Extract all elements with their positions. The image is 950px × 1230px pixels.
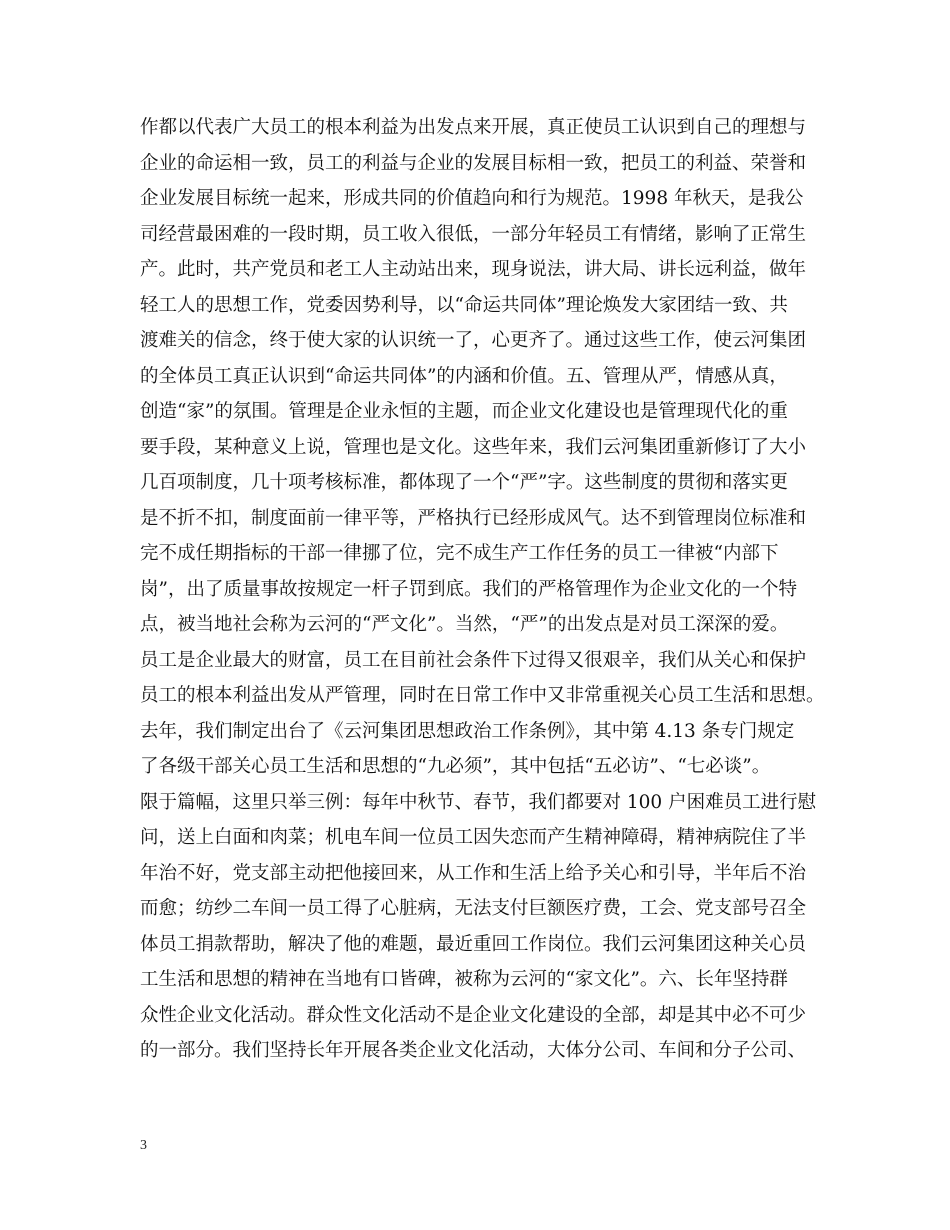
page-number: 3 bbox=[140, 1138, 147, 1153]
body-text bbox=[140, 110, 825, 1069]
text-line: 体员工捐款帮助，解决了他的难题，最近重回工作岗位。我们云河集团这种关心员 bbox=[140, 933, 807, 955]
text-line: 年治不好，党支部主动把他接回来，从工作和生活上给予关心和引导，半年后不治 bbox=[140, 862, 807, 884]
text-line: 是不折不扣，制度面前一律平等，严格执行已经形成风气。达不到管理岗位标准和 bbox=[140, 507, 807, 529]
text-line: 的一部分。我们坚持长年开展各类企业文化活动，大体分公司、车间和分子公司、 bbox=[140, 1040, 807, 1061]
text-line: 的全体员工真正认识到“命运共同体”的内涵和价值。五、管理从严，情感从真， bbox=[140, 365, 788, 387]
text-line: 岗”，出了质量事故按规定一杆子罚到底。我们的严格管理作为企业文化的一个特 bbox=[140, 578, 797, 600]
text-line: 司经营最困难的一段时期，员工收入很低，一部分年轻员工有情绪，影响了正常生 bbox=[140, 223, 807, 245]
text-line: 完不成任期指标的干部一律挪了位，完不成生产工作任务的员工一律被“内部下 bbox=[140, 543, 779, 564]
text-line: 了各级干部关心员工生活和思想的“九必须”，其中包括“五必访”、“七必谈”。 bbox=[140, 756, 771, 777]
text-line: 企业发展目标统一起来，形成共同的价值趋向和行为规范。1998 年秋天，是我公 bbox=[140, 188, 804, 209]
text-line: 创造“家”的氛围。管理是企业永恒的主题，而企业文化建设也是管理现代化的重 bbox=[140, 401, 788, 422]
text-line: 渡难关的信念，终于使大家的认识统一了，心更齐了。通过这些工作，使云河集团 bbox=[140, 330, 807, 351]
text-line: 要手段，某种意义上说，管理也是文化。这些年来，我们云河集团重新修订了大小 bbox=[140, 436, 807, 458]
text-line: 去年，我们制定出台了《云河集团思想政治工作条例》，其中第 4.13 条专门规定 bbox=[140, 720, 795, 742]
text-line: 而愈；纺纱二车间一员工得了心脏病，无法支付巨额医疗费，工会、党支部号召全 bbox=[140, 898, 807, 919]
text-line: 企业的命运相一致，员工的利益与企业的发展目标相一致，把员工的利益、荣誉和 bbox=[140, 152, 807, 174]
text-line: 作都以代表广大员工的根本利益为出发点来开展，真正使员工认识到自己的理想与 bbox=[140, 117, 807, 138]
text-line: 几百项制度，几十项考核标准，都体现了一个“严”字。这些制度的贯彻和落实更 bbox=[140, 472, 788, 493]
text-line: 员工的根本利益出发从严管理，同时在日常工作中又非常重视关心员工生活和思想。 bbox=[140, 685, 825, 706]
text-line: 限于篇幅，这里只举三例：每年中秋节、春节，我们都要对 100 户困难员工进行慰 bbox=[140, 791, 817, 813]
text-line: 问，送上白面和肉菜；机电车间一位员工因失恋而产生精神障碍，精神病院住了半 bbox=[140, 827, 807, 848]
text-line: 员工是企业最大的财富，员工在目前社会条件下过得又很艰辛，我们从关心和保护 bbox=[140, 649, 807, 671]
text-line: 点，被当地社会称为云河的“严文化”。当然，“严”的出发点是对员工深深的爱。 bbox=[140, 614, 789, 635]
text-line: 产。此时，共产党员和老工人主动站出来，现身说法，讲大局、讲长远利益，做年 bbox=[140, 259, 807, 280]
text-line: 众性企业文化活动。群众性文化活动不是企业文化建设的全部，却是其中必不可少 bbox=[140, 1004, 807, 1026]
text-line: 轻工人的思想工作，党委因势利导，以“命运共同体”理论焕发大家团结一致、共 bbox=[140, 294, 788, 316]
text-line: 工生活和思想的精神在当地有口皆碑，被称为云河的“家文化”。六、长年坚持群 bbox=[140, 969, 788, 990]
